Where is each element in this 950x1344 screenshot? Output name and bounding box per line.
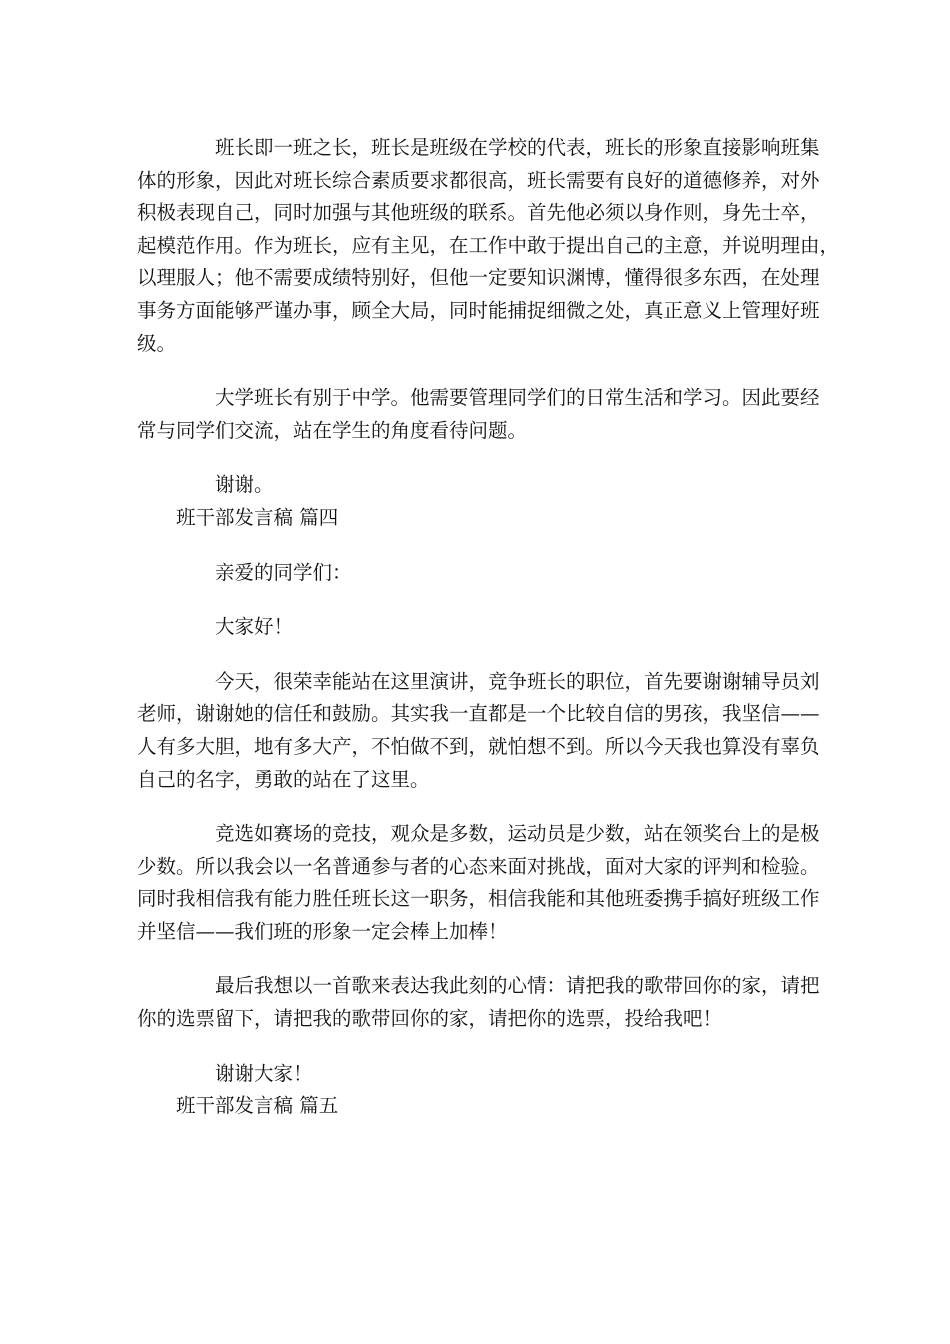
text-line: 自己的名字，勇敢的站在了这里。 <box>137 767 430 791</box>
text-line: 以理服人；他不需要成绩特别好，但他一定要知识渊博，懂得很多东西，在处理 <box>137 266 820 290</box>
text-line: 亲爱的同学们： <box>215 560 352 584</box>
text-line: 事务方面能够严谨办事，顾全大局，同时能捕捉细微之处，真正意义上管理好班 <box>137 298 820 322</box>
paragraph-university-monitor <box>137 382 820 447</box>
text-line: 人有多大胆，地有多大产，不怕做不到，就怕想不到。所以今天我也算没有辜负 <box>137 734 820 758</box>
paragraph-thanks <box>137 469 817 502</box>
text-line: 少数。所以我会以一名普通参与者的心态来面对挑战，面对大家的评判和检验。 <box>137 854 820 878</box>
text-line: 最后我想以一首歌来表达我此刻的心情：请把我的歌带回你的家，请把 <box>215 974 820 998</box>
document-body <box>137 132 840 1123</box>
text-line: 体的形象，因此对班长综合素质要求都很高，班长需要有良好的道德修养，对外 <box>137 168 820 192</box>
text-line: 同时我相信我有能力胜任班长这一职务，相信我能和其他班委携手搞好班级工作 <box>137 887 820 911</box>
text-line: 班长即一班之长，班长是班级在学校的代表，班长的形象直接影响班集 <box>215 136 820 159</box>
paragraph-salutation <box>137 557 817 590</box>
paragraph-closing-thanks <box>137 1058 817 1091</box>
text-line: 积极表现自己，同时加强与其他班级的联系。首先他必须以身作则，身先士卒， <box>137 201 820 225</box>
text-line: 谢谢大家！ <box>215 1061 313 1085</box>
text-line: 谢谢。 <box>215 473 274 497</box>
text-line: 竞选如赛场的竞技，观众是多数，运动员是少数，站在领奖台上的是极 <box>215 822 820 846</box>
text-line: 级。 <box>137 331 177 355</box>
paragraph-class-monitor-role <box>137 132 840 360</box>
section-heading-four: 班干部发言稿 篇四 <box>176 505 339 529</box>
paragraph-introduction <box>137 666 820 796</box>
text-line: 并坚信——我们班的形象一定会棒上加棒！ <box>137 919 508 943</box>
paragraph-song <box>137 970 820 1035</box>
text-line: 老师，谢谢她的信任和鼓励。其实我一直都是一个比较自信的男孩，我坚信—— <box>137 702 820 726</box>
text-line: 今天，很荣幸能站在这里演讲，竞争班长的职位，首先要谢谢辅导员刘 <box>215 669 820 693</box>
text-line: 常与同学们交流，站在学生的角度看待问题。 <box>137 418 528 442</box>
text-line: 大学班长有别于中学。他需要管理同学们的日常生活和学习。因此要经 <box>215 386 820 410</box>
paragraph-greeting <box>137 611 817 644</box>
text-line: 大家好！ <box>215 615 294 639</box>
paragraph-competition <box>137 818 820 948</box>
section-heading-five: 班干部发言稿 篇五 <box>176 1094 339 1118</box>
text-line: 你的选票留下，请把我的歌带回你的家，请把你的选票，投给我吧！ <box>137 1007 723 1031</box>
text-line: 起模范作用。作为班长，应有主见，在工作中敢于提出自己的主意，并说明理由， <box>137 233 840 257</box>
